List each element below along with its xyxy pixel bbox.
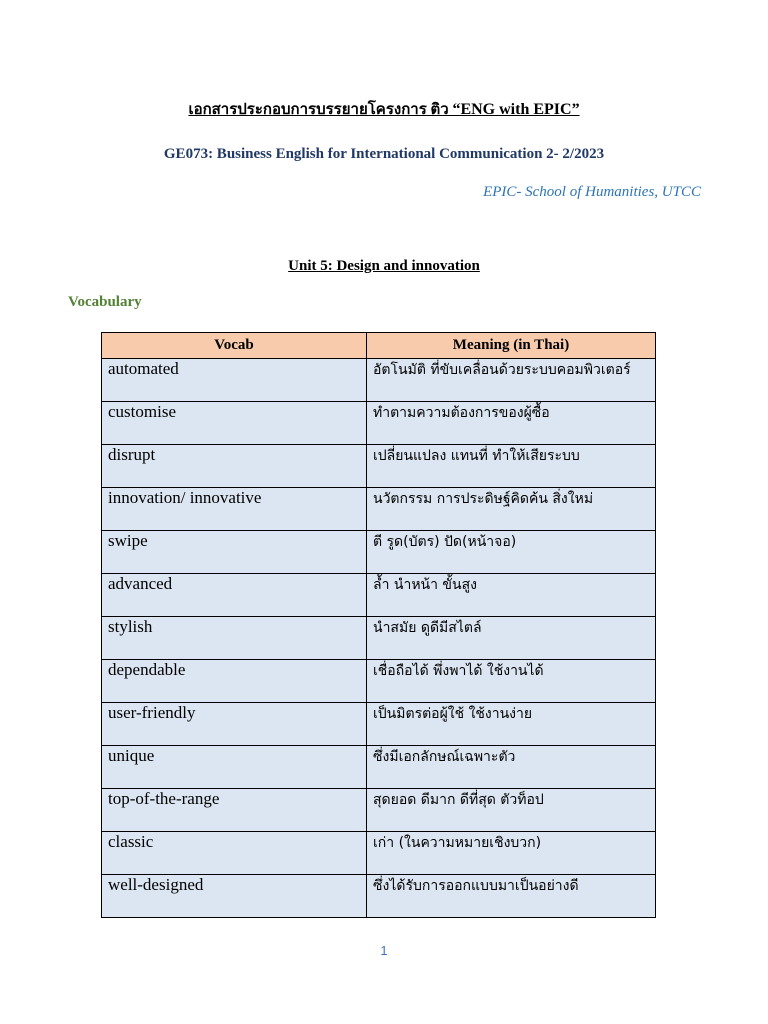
vocab-meaning: เก่า (ในความหมายเชิงบวก) — [367, 832, 656, 875]
table-row — [102, 574, 656, 617]
vocab-meaning: เป็นมิตรต่อผู้ใช้ ใช้งานง่าย — [367, 703, 656, 746]
vocab-meaning: อัตโนมัติ ที่ขับเคลื่อนด้วยระบบคอมพิวเตอร์ — [367, 359, 656, 402]
column-header-meaning: Meaning (in Thai) — [367, 333, 656, 359]
vocab-word: customise — [102, 402, 367, 445]
vocab-word: swipe — [102, 531, 367, 574]
vocab-word: stylish — [102, 617, 367, 660]
table-header-row — [102, 333, 656, 359]
vocab-word: advanced — [102, 574, 367, 617]
vocab-meaning: เชื่อถือได้ พึ่งพาได้ ใช้งานได้ — [367, 660, 656, 703]
vocab-meaning: นวัตกรรม การประดิษฐ์คิดค้น สิ่งใหม่ — [367, 488, 656, 531]
vocab-word: disrupt — [102, 445, 367, 488]
section-heading-vocabulary: Vocabulary — [68, 294, 142, 310]
unit-title: Unit 5: Design and innovation — [288, 258, 480, 274]
vocab-meaning: สุดยอด ดีมาก ดีที่สุด ตัวท็อป — [367, 789, 656, 832]
vocab-meaning: ซึ่งได้รับการออกแบบมาเป็นอย่างดี — [367, 875, 656, 918]
table-row — [102, 445, 656, 488]
vocab-meaning: เปลี่ยนแปลง แทนที่ ทำให้เสียระบบ — [367, 445, 656, 488]
vocab-word: unique — [102, 746, 367, 789]
table-row — [102, 488, 656, 531]
vocab-word: top-of-the-range — [102, 789, 367, 832]
table-row — [102, 359, 656, 402]
table-row — [102, 660, 656, 703]
page-number: 1 — [380, 943, 388, 958]
vocab-meaning: ซึ่งมีเอกลักษณ์เฉพาะตัว — [367, 746, 656, 789]
vocab-word: classic — [102, 832, 367, 875]
table-row — [102, 531, 656, 574]
vocab-word: user-friendly — [102, 703, 367, 746]
table-row — [102, 875, 656, 918]
document-title-english: “ENG with EPIC” — [452, 101, 580, 118]
vocab-meaning: นำสมัย ดูดีมีสไตล์ — [367, 617, 656, 660]
table-row — [102, 617, 656, 660]
table-row — [102, 746, 656, 789]
course-title: GE073: Business English for International Communication 2- 2/2023 — [163, 146, 605, 162]
document-title — [0, 97, 768, 121]
vocab-word: automated — [102, 359, 367, 402]
vocab-meaning: ทำตามความต้องการของผู้ซื้อ — [367, 402, 656, 445]
table-row — [102, 789, 656, 832]
table-row — [102, 832, 656, 875]
document-title-thai: เอกสารประกอบการบรรยายโครงการ ติว — [188, 102, 453, 118]
vocab-word: dependable — [102, 660, 367, 703]
column-header-vocab: Vocab — [102, 333, 367, 359]
table-row — [102, 703, 656, 746]
vocab-word: innovation/ innovative — [102, 488, 367, 531]
vocab-word: well-designed — [102, 875, 367, 918]
table-row — [102, 402, 656, 445]
school-name: EPIC- School of Humanities, UTCC — [483, 184, 701, 200]
vocab-meaning: ล้ำ นำหน้า ขั้นสูง — [367, 574, 656, 617]
vocabulary-table — [101, 332, 656, 918]
vocab-meaning: ตี รูด(บัตร) ปัด(หน้าจอ) — [367, 531, 656, 574]
